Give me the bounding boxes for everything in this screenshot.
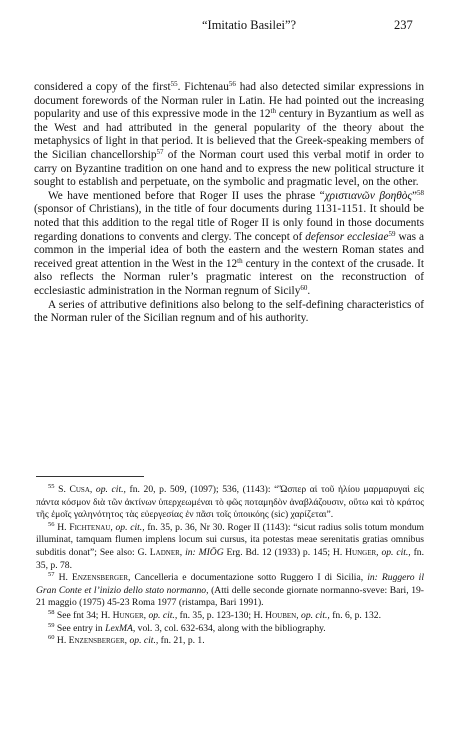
author: H. Houben, <box>253 609 299 621</box>
text-run: of the Norman court used this verbal motif in order to carry on Byzantine tradition on one hand and to express the new political structure it sought to establish and perpetuate, on the symbolic and pragmatic level, on the other. <box>34 148 424 189</box>
author: S. Cusa, <box>58 484 93 495</box>
footnote-text: fn. 35, p. 36, Nr 30. Roger II (1143): “sicut radius solis totum mondum illuminat, tamquam flumen implens locum sui cursus, ita potestas meae serenitatis gratias omnibus subditis donat”; See also: <box>36 521 424 558</box>
running-title: “Imitatio Basilei”? <box>202 18 297 32</box>
footnote-text: Cancelleria e documentazione sotto Ruggero I di Sicilia, <box>130 572 368 584</box>
citation-abbrev: op. cit., <box>115 521 145 533</box>
footnote-ref-59[interactable]: 59 <box>388 229 396 238</box>
text-run: (sponsor of Christians), in the title of four documents during 1131-1151. It should be noted that this addition to the regal title of Roger II is only found in those documents regarding donations to convents and clergy. The concept of <box>34 203 424 243</box>
author: H. Hunger, <box>332 546 379 558</box>
running-header <box>0 18 450 36</box>
text-run: A series of attributive definitions also belong to the self-defining characteristics of the Norman ruler of the Sicilian regnum and of his authority. <box>34 298 424 325</box>
footnote-ref-55[interactable]: 55 <box>170 80 178 88</box>
footnote-text: fn. 35, p. 123-130; <box>177 609 254 621</box>
footnote-55 <box>36 484 424 522</box>
footnote-56 <box>36 522 424 572</box>
text-run: was a common in the imperial idea of both the eastern and the western Roman states and received great attention in the West in the 12 <box>34 230 425 270</box>
author: H. Enzensberger, <box>56 635 128 647</box>
paragraph-2 <box>34 190 424 299</box>
text-run: . <box>307 284 311 297</box>
citation-abbrev: op. cit., <box>381 546 411 558</box>
book-title: in: Ruggero il Gran Conte et l’inizio dello stato normanno, <box>36 572 425 596</box>
author: H. Hunger, <box>100 609 147 621</box>
latin-term: defensor ecclesiae <box>305 230 389 243</box>
footnote-text: See fnt 34; <box>56 609 101 621</box>
footnote-60 <box>36 635 424 648</box>
page-number: 237 <box>394 18 413 32</box>
footnote-text: fn. 35, p. 78. <box>36 546 424 571</box>
footnote-number: 58 <box>48 608 55 616</box>
text-run: century in the context of the crusade. It also reflects the Norman ruler’s pragmatic interest on the reconstruction of ecclesiastic administration in the Norman regnum of Sicily <box>34 257 424 297</box>
author: H. Enzensberger, <box>58 572 131 584</box>
footnote-number: 55 <box>48 483 55 490</box>
journal-title: in: MIÖG <box>185 546 224 558</box>
footnote-number: 59 <box>48 621 55 629</box>
footnote-text: See entry in <box>56 622 106 634</box>
ordinal-suffix: th <box>270 107 276 116</box>
footnote-57 <box>36 572 424 610</box>
text-run: We have mentioned before that Roger II uses the phrase “ <box>48 189 325 202</box>
text-run: . Fichtenau <box>177 81 229 93</box>
footnotes <box>36 484 424 648</box>
author: H. Fichtenau, <box>57 521 113 533</box>
greek-phrase: χριστιανῶν βοηθὸς <box>324 189 412 202</box>
paragraph-3 <box>34 299 424 326</box>
footnote-text: , vol. 3, col. 632-634, along with the bibliography. <box>132 622 326 634</box>
author: G. Ladner, <box>137 546 183 558</box>
footnote-text: Erg. Bd. 12 (1933) p. 145; <box>223 546 333 558</box>
citation-abbrev: op. cit., <box>95 484 126 495</box>
footnote-58 <box>36 610 424 623</box>
text-run: century in Byzantium as well as the West and had attributed in the general popularity of the theory about the metaphysics of light in that period. It is believed that the Greek-speaking members of the Sicilian chancellorship <box>34 108 424 161</box>
footnote-ref-60[interactable]: 60 <box>300 283 308 292</box>
footnote-text: fn. 20, p. 509, (1097); 536, (1143): “Ὥσπερ αἱ τοῦ ἡλίου μαρμαρυγαὶ εἰς πάντα κόσμον διὰ τῶν ἀκτίνων ὑπερχεωμέναι τὸ φῶς ποταμηδὸν ἀναβλάζουσιν, οὕτω καὶ τὸ κράτος τῆς ἐμοῖς γαληνότητος τὰς εὐεργεσίας ἐν πᾶσι τοῖς ὑποικόης (sic) χαρίζεται”. <box>36 484 424 521</box>
text-run: considered a copy of the first <box>34 81 171 93</box>
footnote-text: (Atti delle seconde giornate normanno-sveve: Bari, 19-21 maggio (1975) 45-23 Roma 1977 (ristampa, Bari 1991). <box>36 584 424 609</box>
footnote-ref-58[interactable]: 58 <box>417 188 425 197</box>
citation-abbrev: op. cit., <box>129 635 159 647</box>
footnote-number: 57 <box>48 571 55 579</box>
footnote-ref-57[interactable]: 57 <box>156 147 164 156</box>
main-text <box>34 81 424 326</box>
footnote-text: fn. 6, p. 132. <box>329 609 381 621</box>
footnote-separator <box>36 476 144 477</box>
text-run: ” <box>412 189 418 202</box>
footnote-59 <box>36 623 424 636</box>
ordinal-suffix: th <box>237 256 243 265</box>
footnote-ref-56[interactable]: 56 <box>228 80 236 88</box>
paragraph-1 <box>34 81 424 190</box>
citation-abbrev: op. cit., <box>301 609 330 621</box>
text-run: had also detected similar expressions in document forewords of the Norman ruler in Latin. He had pointed out the increasing popularity and use of this expressive mode in the 12 <box>34 81 424 121</box>
reference-title: LexMA <box>105 622 133 634</box>
citation-abbrev: op. cit., <box>148 609 178 621</box>
footnote-text: fn. 21, p. 1. <box>158 635 205 647</box>
footnote-number: 56 <box>48 520 55 528</box>
footnote-number: 60 <box>48 634 55 642</box>
